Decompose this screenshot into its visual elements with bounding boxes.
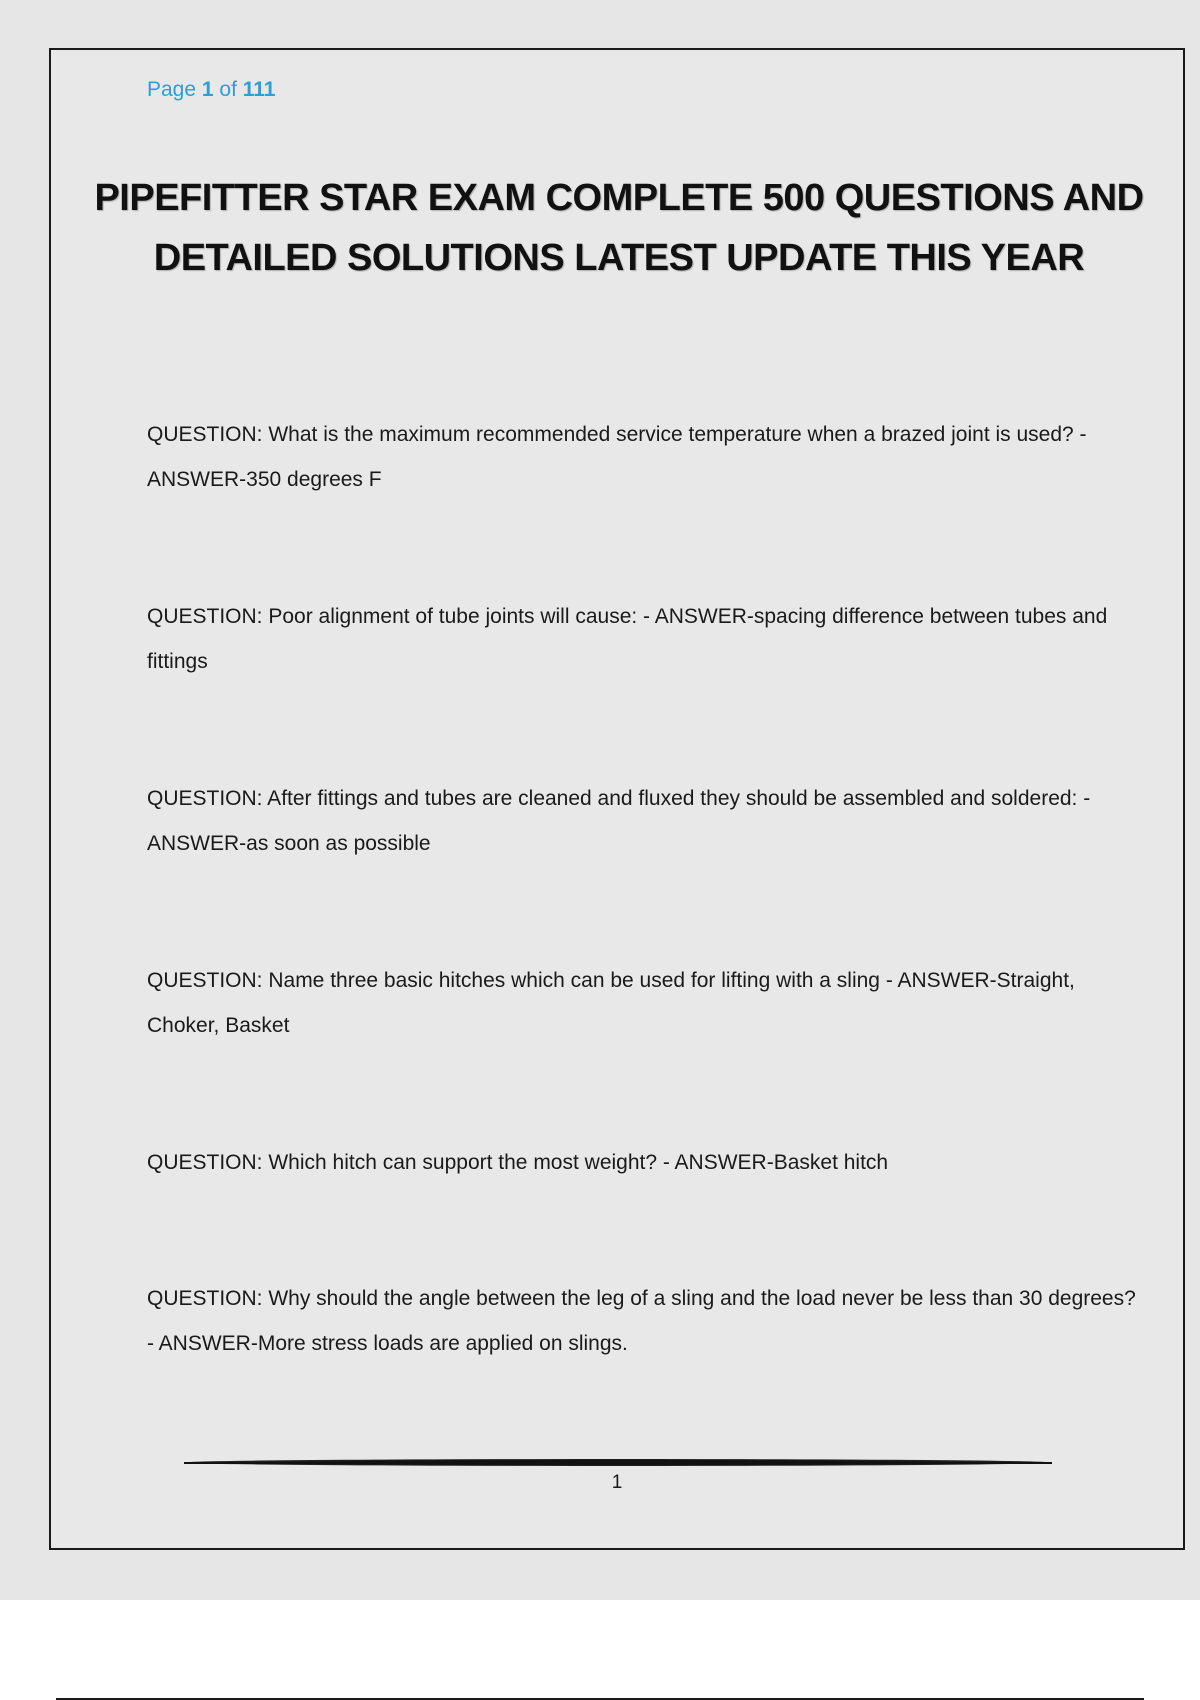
question-item: QUESTION: Name three basic hitches which can be used for lifting with a sling - ANSWER-Straight, Choker, Basket [147, 969, 1075, 1037]
footer-divider [184, 1459, 1052, 1466]
page-counter-current: 1 [201, 78, 214, 101]
question-item: QUESTION: What is the maximum recommended service temperature when a brazed joint is used? - ANSWER-350 degrees F [147, 423, 1087, 491]
page-counter-separator: of [213, 78, 243, 101]
document-page [49, 48, 1185, 1550]
question-item: QUESTION: Why should the angle between the leg of a sling and the load never be less than 30 degrees? - ANSWER-More stress loads are applied on slings. [147, 1287, 1136, 1355]
page-counter-prefix: Page [147, 78, 202, 101]
question-item: QUESTION: Which hitch can support the most weight? - ANSWER-Basket hitch [147, 1151, 889, 1174]
page-number: 1 [611, 1472, 623, 1493]
page-counter [147, 78, 276, 102]
question-list [147, 412, 1137, 1458]
document-title: PIPEFITTER STAR EXAM COMPLETE 500 QUESTIONS AND DETAILED SOLUTIONS LATEST UPDATE THIS YEAR [94, 177, 1144, 279]
page-counter-total: 111 [242, 78, 276, 101]
question-item: QUESTION: After fittings and tubes are cleaned and fluxed they should be assembled and soldered: - ANSWER-as soon as possible [147, 787, 1091, 855]
question-item: QUESTION: Poor alignment of tube joints will cause: - ANSWER-spacing difference between tubes and fittings [147, 605, 1108, 673]
